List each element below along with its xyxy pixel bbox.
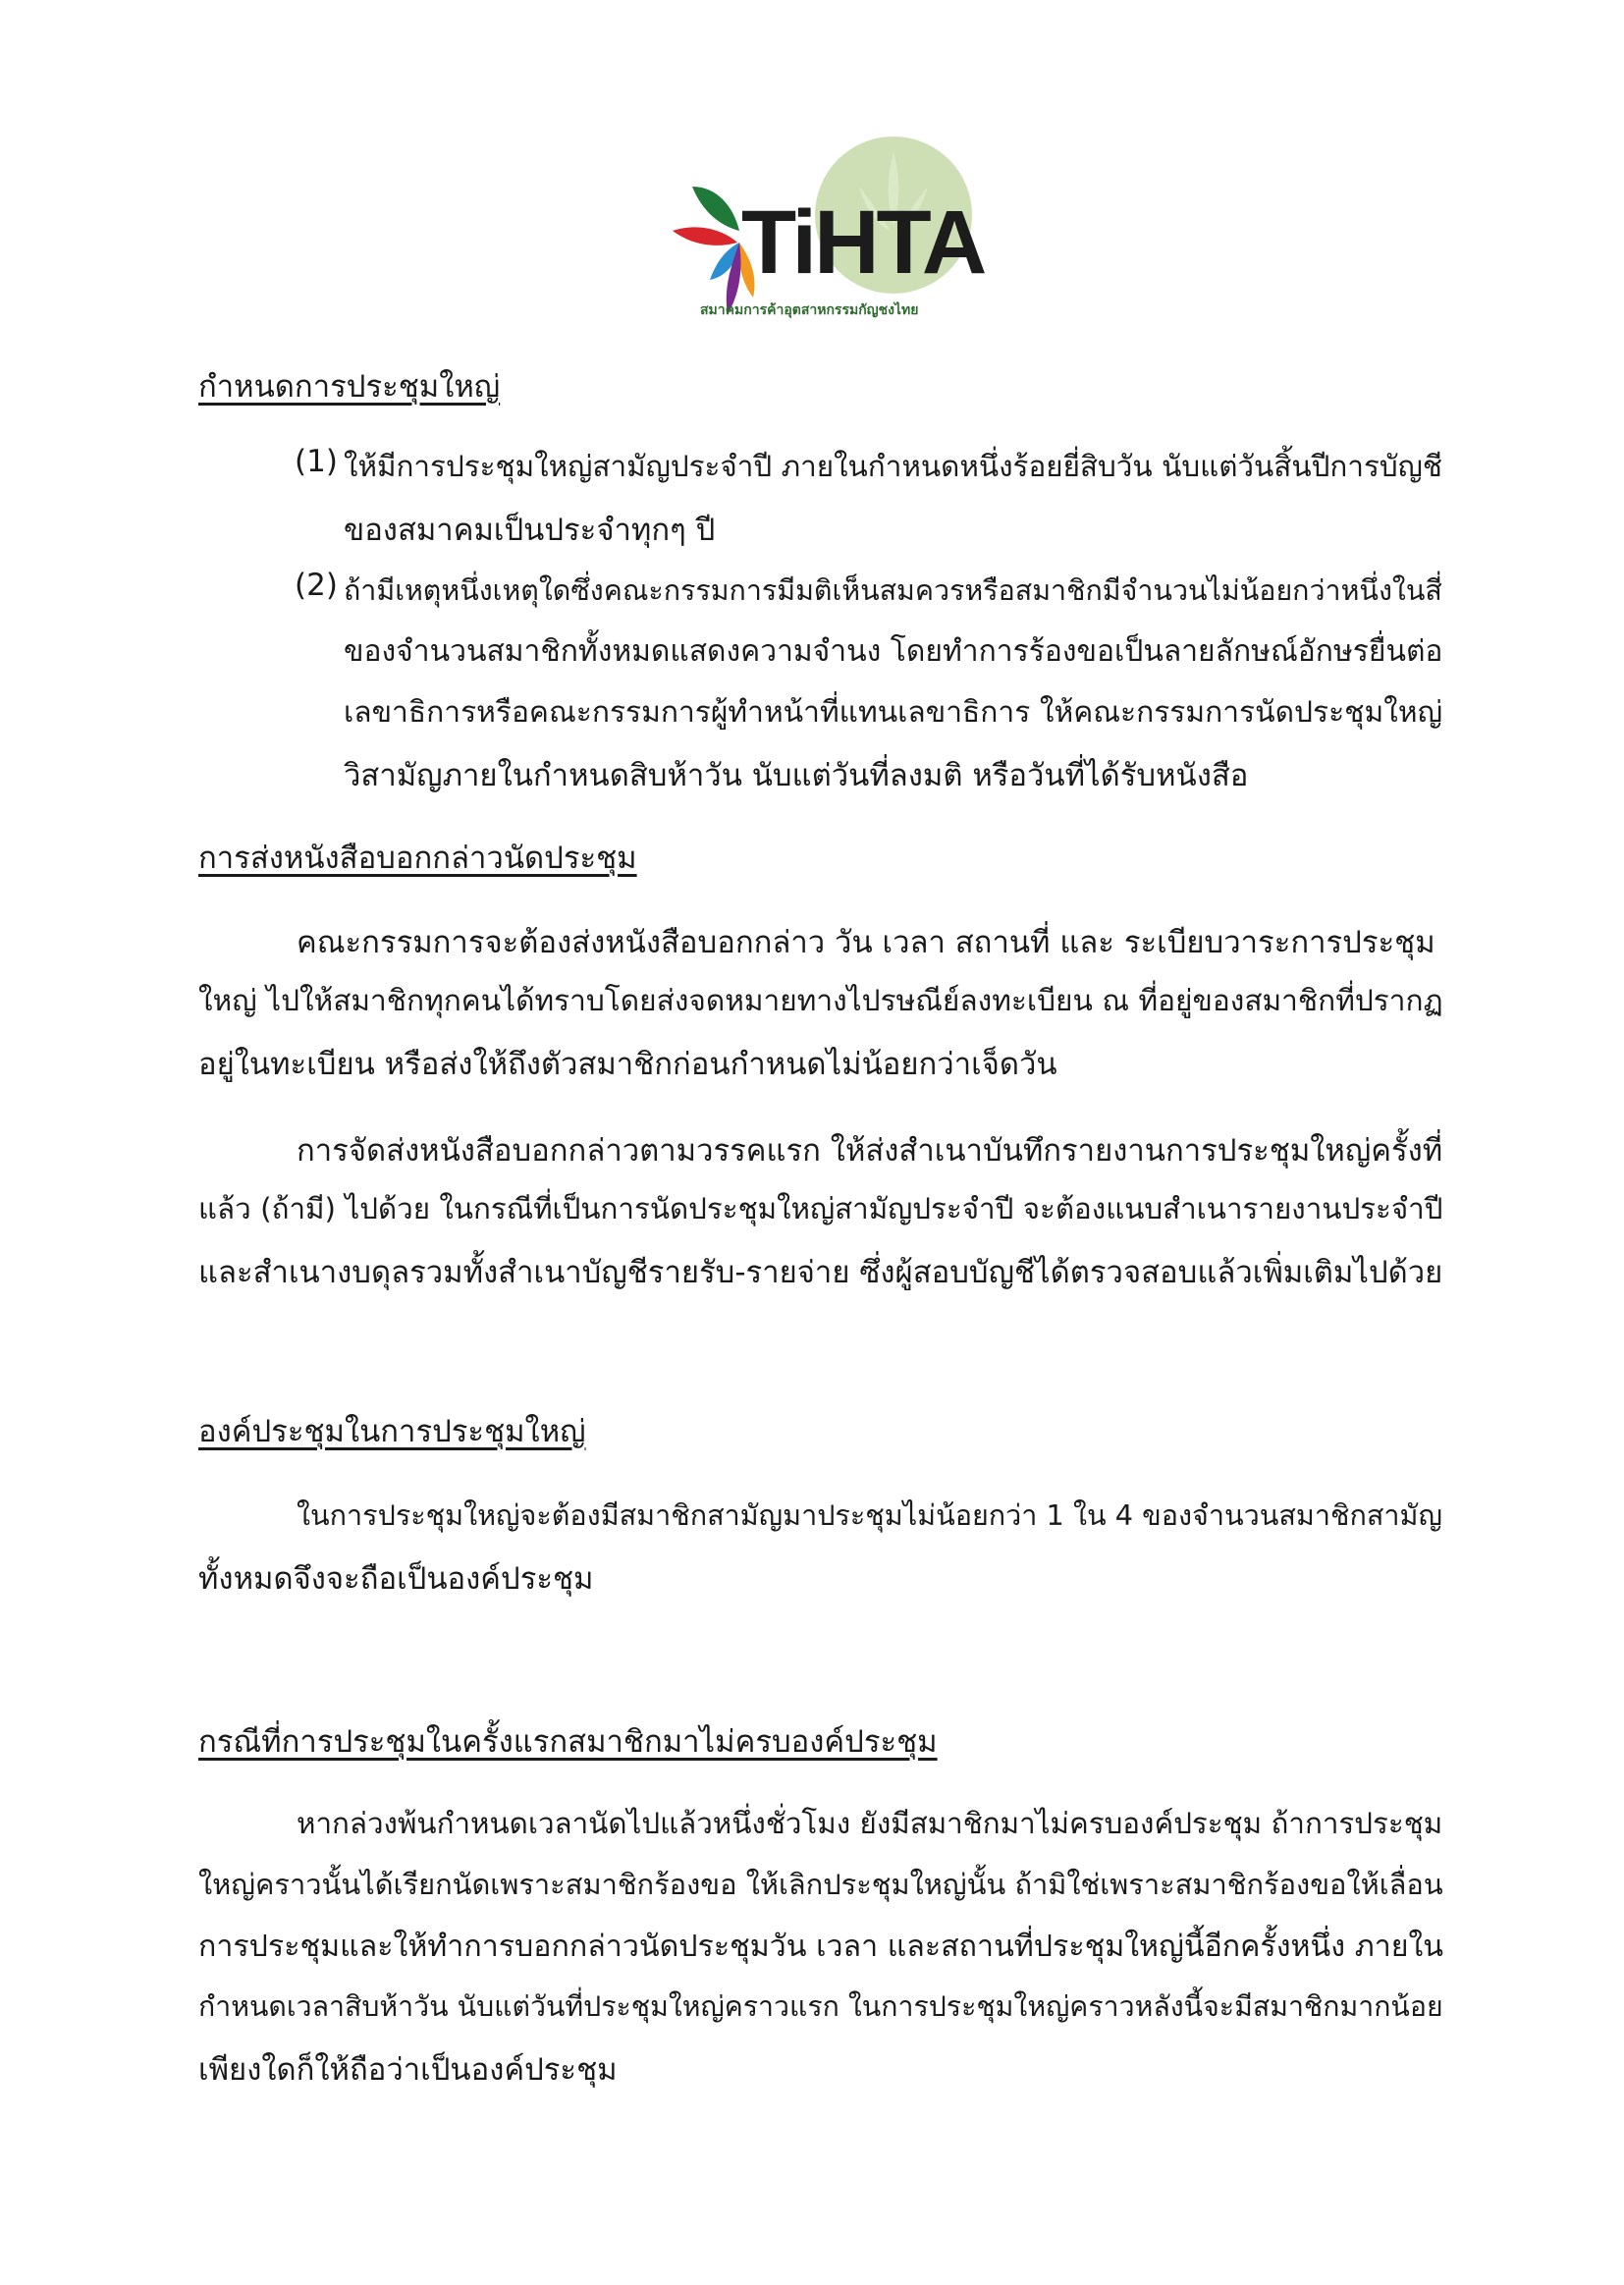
item-line: ของจำนวนสมาชิกทั้งหมดแสดงความจำนง โดยทำการร้องขอเป็นลายลักษณ์อักษรยื่นต่อ xyxy=(344,634,1443,669)
paragraph-line: แล้ว (ถ้ามี) ไปด้วย ในกรณีที่เป็นการนัดประชุมใหญ่สามัญประจำปี จะต้องแนบสำเนารายงานประจำปี xyxy=(198,1192,1443,1225)
paragraph-line: อยู่ในทะเบียน หรือส่งให้ถึงตัวสมาชิกก่อนกำหนดไม่น้อยกว่าเจ็ดวัน xyxy=(198,1047,1057,1082)
heading-notice: การส่งหนังสือบอกกล่าวนัดประชุม xyxy=(198,841,637,876)
heading-no-quorum: กรณีที่การประชุมในครั้งแรกสมาชิกมาไม่ครบองค์ประชุม xyxy=(198,1724,938,1760)
paragraph-line: ใหญ่ ไปให้สมาชิกทุกคนได้ทราบโดยส่งจดหมายทางไปรษณีย์ลงทะเบียน ณ ที่อยู่ของสมาชิกที่ปรากฏ xyxy=(198,984,1443,1018)
item-line: วิสามัญภายในกำหนดสิบห้าวัน นับแต่วันที่ลงมติ หรือวันที่ได้รับหนังสือ xyxy=(344,758,1249,793)
paragraph-line: เพียงใดก็ให้ถือว่าเป็นองค์ประชุม xyxy=(198,2052,618,2088)
item-line: ของสมาคมเป็นประจำทุกๆ ปี xyxy=(344,513,716,548)
item-line: เลขาธิการหรือคณะกรรมการผู้ทำหน้าที่แทนเลขาธิการ ให้คณะกรรมการนัดประชุมใหญ่ xyxy=(344,695,1443,730)
tihta-logo xyxy=(663,133,987,324)
paragraph-line: และสำเนางบดุลรวมทั้งสำเนาบัญชีรายรับ-รายจ่าย ซึ่งผู้สอบบัญชีได้ตรวจสอบแล้วเพิ่มเติมไปด้วย xyxy=(198,1255,1443,1290)
paragraph-line: คณะกรรมการจะต้องส่งหนังสือบอกกล่าว วัน เวลา สถานที่ และ ระเบียบวาระการประชุม xyxy=(297,925,1435,960)
logo-tagline: สมาคมการค้าอุตสาหกรรมกัญชงไทย xyxy=(700,302,919,318)
item-line: ถ้ามีเหตุหนึ่งเหตุใดซึ่งคณะกรรมการมีมติเห็นสมควรหรือสมาชิกมีจำนวนไม่น้อยกว่าหนึ่งในสี่ xyxy=(344,573,1442,607)
paragraph-line: ใหญ่คราวนั้นได้เรียกนัดเพราะสมาชิกร้องขอ ให้เลิกประชุมใหญ่นั้น ถ้ามิใช่เพราะสมาชิกร้องขอให้เลื่อน xyxy=(198,1868,1443,1901)
paragraph-line: ทั้งหมดจึงจะถือเป็นองค์ประชุม xyxy=(198,1561,594,1597)
item-line: ให้มีการประชุมใหญ่สามัญประจำปี ภายในกำหนดหนึ่งร้อยยี่สิบวัน นับแต่วันสิ้นปีการบัญชี xyxy=(344,450,1442,483)
heading-quorum: องค์ประชุมในการประชุมใหญ่ xyxy=(198,1414,586,1449)
logo-wordmark: TiHTA xyxy=(741,192,985,293)
paragraph-line: การจัดส่งหนังสือบอกกล่าวตามวรรคแรก ให้ส่งสำเนาบันทึกรายงานการประชุมใหญ่ครั้งที่ xyxy=(297,1133,1443,1169)
item-number: (1) xyxy=(295,444,338,479)
paragraph-line: การประชุมและให้ทำการบอกกล่าวนัดประชุมวัน เวลา และสถานที่ประชุมใหญ่นี้อีกครั้งหนึ่ง ภายใน xyxy=(198,1930,1444,1964)
item-number: (2) xyxy=(295,568,338,603)
paragraph-line: หากล่วงพ้นกำหนดเวลานัดไปแล้วหนึ่งชั่วโมง ยังมีสมาชิกมาไม่ครบองค์ประชุม ถ้าการประชุม xyxy=(297,1807,1443,1840)
heading-schedule: กำหนดการประชุมใหญ่ xyxy=(198,369,501,405)
paragraph-line: กำหนดเวลาสิบห้าวัน นับแต่วันที่ประชุมใหญ่คราวแรก ในการประชุมใหญ่คราวหลังนี้จะมีสมาชิกมากน้อย xyxy=(198,1990,1443,2023)
paragraph-line: ในการประชุมใหญ่จะต้องมีสมาชิกสามัญมาประชุมไม่น้อยกว่า 1 ใน 4 ของจำนวนสมาชิกสามัญ xyxy=(297,1498,1442,1532)
